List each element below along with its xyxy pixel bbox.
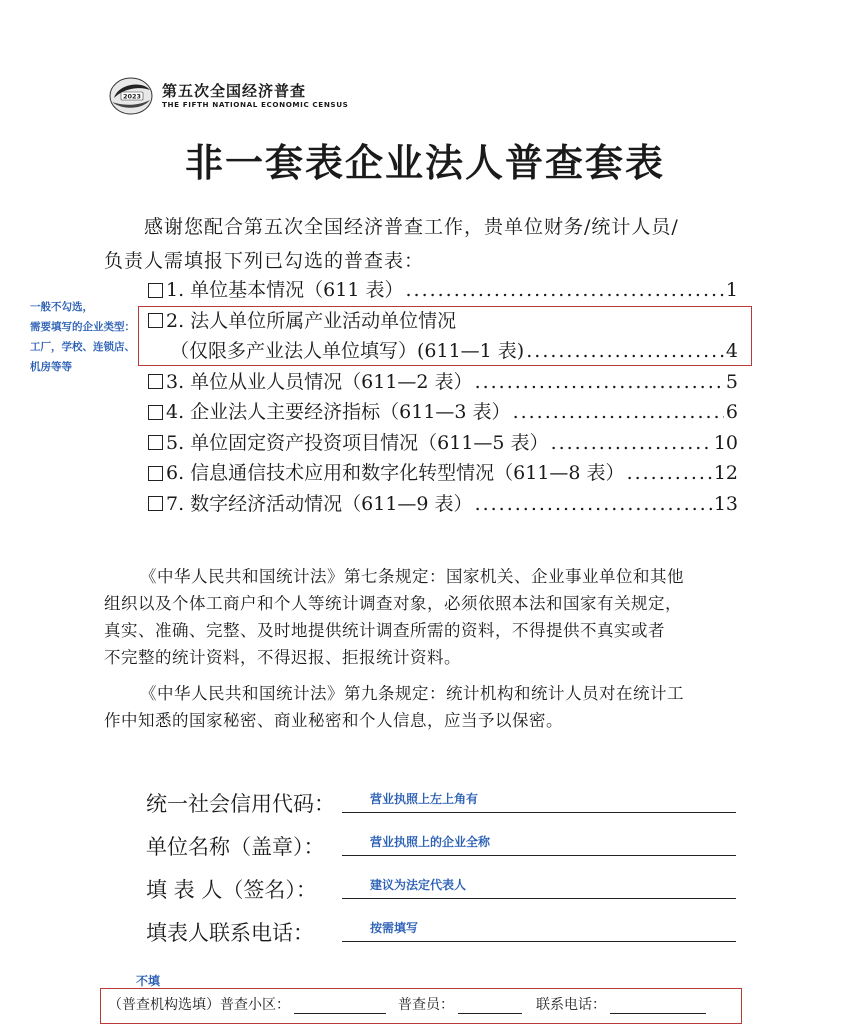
agency-phone-label: 联系电话：: [536, 997, 606, 1013]
credit-code-hint: 营业执照上左上角有: [370, 792, 479, 806]
intro-paragraph: [104, 210, 744, 278]
census-area-label: （普查机构选填）普查小区：: [108, 997, 290, 1013]
annotation-line: 工厂，学校、连锁店、: [30, 341, 135, 353]
credit-code-field[interactable]: [342, 812, 736, 813]
checkbox[interactable]: [148, 313, 163, 328]
annotation-line: 一般不勾选，: [30, 301, 93, 313]
census-logo-icon: [108, 76, 154, 116]
law-line: 《中华人民共和国统计法》第九条规定：统计机构和统计人员对在统计工: [140, 684, 684, 703]
logo-chinese-text: 第五次全国经济普查: [162, 82, 307, 100]
form-item-label: 7. 数字经济活动情况（611—9 表）: [166, 492, 473, 515]
checkbox[interactable]: [148, 496, 163, 511]
form-item-page: 6: [725, 401, 738, 423]
annotation-line: 需要填写的企业类型：: [30, 321, 135, 333]
law-article-7: [104, 563, 744, 671]
checkbox[interactable]: [148, 283, 163, 298]
enumerator-field[interactable]: [458, 999, 522, 1014]
law-article-9: [104, 680, 744, 734]
form-item-3[interactable]: [148, 367, 738, 398]
agency-phone-field[interactable]: [610, 999, 706, 1014]
credit-code-label: 统一社会信用代码：: [146, 792, 335, 816]
unit-name-field[interactable]: [342, 855, 736, 856]
form-item-4[interactable]: [148, 397, 738, 428]
annotation-line: 机房等等: [30, 361, 72, 373]
form-item-page: 12: [713, 462, 738, 484]
filler-signature-field[interactable]: [342, 898, 736, 899]
law-line: 组织以及个体工商户和个人等统计调查对象，必须依照本法和国家有关规定，: [104, 594, 682, 613]
filler-phone-label: 填表人联系电话：: [146, 921, 314, 945]
survey-form-list: [148, 275, 738, 519]
form-item-label: 4. 企业法人主要经济指标（611—3 表）: [166, 401, 511, 423]
form-item-page: 13: [713, 492, 738, 515]
law-line: 不完整的统计资料，不得迟报、拒报统计资料。: [104, 648, 461, 667]
bottom-annotation: 不填: [136, 974, 161, 988]
checkbox[interactable]: [148, 435, 163, 450]
checkbox[interactable]: [148, 374, 163, 389]
form-item-7[interactable]: [148, 489, 738, 520]
form-item-page: 4: [725, 340, 738, 362]
filler-label: 填 表 人（签名）：: [146, 878, 317, 902]
form-item-page: 10: [713, 431, 738, 454]
form-item-1[interactable]: [148, 275, 738, 306]
intro-line-1: 感谢您配合第五次全国经济普查工作，贵单位财务/统计人员/: [144, 216, 679, 238]
form-item-page: 5: [725, 370, 738, 393]
leader-dots: [551, 428, 712, 459]
form-item-label: 2. 法人单位所属产业活动单位情况: [166, 309, 457, 332]
form-item-label: 5. 单位固定资产投资项目情况（611—5 表）: [166, 431, 549, 454]
census-area-field[interactable]: [294, 999, 386, 1014]
unit-name-hint: 营业执照上的企业全称: [370, 835, 491, 849]
law-line: 《中华人民共和国统计法》第七条规定：国家机关、企业事业单位和其他: [140, 567, 684, 586]
law-line: 真实、准确、完整、及时地提供统计调查所需的资料，不得提供不真实或者: [104, 621, 665, 640]
form-item-label: 1. 单位基本情况（611 表）: [166, 279, 404, 301]
leader-dots: [475, 367, 724, 398]
form-item-label-continued: （仅限多产业法人单位填写）(611—1 表): [170, 340, 525, 362]
logo-english-text: THE FIFTH NATIONAL ECONOMIC CENSUS: [162, 100, 349, 109]
filler-phone-hint: 按需填写: [370, 921, 419, 935]
checkbox[interactable]: [148, 466, 163, 481]
enumerator-label: 普查员：: [398, 997, 454, 1013]
form-item-label: 6. 信息通信技术应用和数字化转型情况（611—8 表）: [166, 462, 625, 484]
leader-dots: [405, 275, 723, 306]
filler-phone-field[interactable]: [342, 941, 736, 942]
form-item-label: 3. 单位从业人员情况（611—2 表）: [166, 370, 473, 393]
filler-hint: 建议为法定代表人: [370, 878, 467, 892]
checkbox[interactable]: [148, 405, 163, 420]
form-item-page: 1: [725, 279, 738, 301]
leader-dots: [513, 397, 724, 428]
census-agency-row: [108, 994, 710, 1014]
intro-line-2: 负责人需填报下列已勾选的普查表：: [104, 250, 425, 272]
unit-name-label: 单位名称（盖章）：: [146, 835, 325, 859]
page-title: 非一套表企业法人普查套表: [184, 141, 665, 185]
leader-dots: [526, 336, 724, 367]
law-line: 作中知悉的国家秘密、商业秘密和个人信息，应当予以保密。: [104, 711, 563, 730]
logo-badge: 2023: [122, 92, 142, 101]
leader-dots: [627, 458, 712, 489]
form-item-6[interactable]: [148, 458, 738, 489]
form-item-2[interactable]: [148, 306, 738, 367]
form-item-5[interactable]: [148, 428, 738, 459]
leader-dots: [475, 489, 712, 520]
